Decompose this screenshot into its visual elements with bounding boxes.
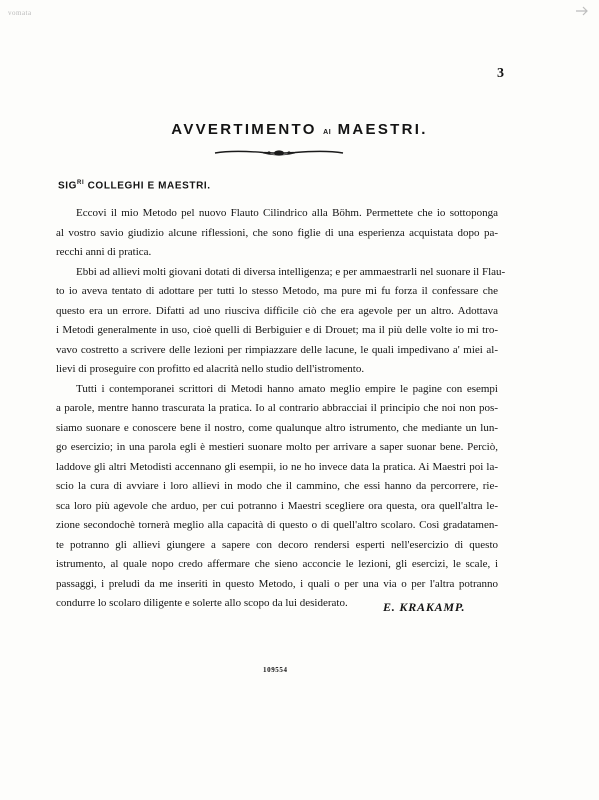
text-line: passaggi, i preludi da me inseriti in questo Metodo, i quali o per una via o per l'altra potranno — [56, 577, 498, 590]
salutation-rest: COLLEGHI E MAESTRI. — [84, 180, 211, 192]
salutation-prefix: SIG — [58, 180, 78, 192]
text-line: condurre lo scolaro diligente e solerte allo scopo da lui desiderato. — [56, 597, 348, 609]
text-line: go esercizio; in una parola egli è mestieri suonare molto per arrivare a saper suonar bene. Perciò, — [56, 441, 498, 453]
page-number: 3 — [497, 66, 504, 81]
text-line: lievi di proseguire con profitto ed alacrità nello studio dell'istromento. — [56, 363, 365, 375]
salutation — [58, 180, 211, 191]
salutation-superscript: RI — [77, 180, 85, 186]
ornament-divider — [213, 148, 345, 158]
text-line: a parole, mentre hanno trascurata la pratica. Io al contrario abbracciai il principio che noi non pos- — [56, 402, 498, 414]
heading-small-word: AI — [323, 129, 332, 136]
text-line: siamo suonare e conoscere bene il nostro, come qualunque altro istrumento, che mediante un lun- — [56, 421, 498, 434]
page-heading — [0, 121, 599, 138]
scan-mark: vomata — [8, 9, 32, 17]
text-line: recchi anni di pratica. — [56, 246, 152, 258]
text-line: scio la cura di avviare i loro allievi in modo che il cammino, che essi hanno da percorrere, rie- — [56, 480, 498, 492]
text-line: questo era un errore. Difatti ad uno riusciva difficile ciò che era agevole per un altro. Adottava — [56, 304, 498, 317]
plate-number: 109554 — [263, 666, 288, 674]
text-line: Eccovi il mio Metodo pel nuovo Flauto Cilindrico alla Böhm. Permettete che io sottoponga — [76, 207, 498, 219]
heading-end: MAESTRI. — [337, 121, 428, 138]
text-line: Tutti i contemporanei scrittori di Metodi hanno amato meglio empire le pagine con esempi — [76, 382, 498, 395]
text-line: vavo costretto a scrivere delle lezioni per rimpiazzare delle lacune, le quali impedivano a' miei al- — [56, 343, 498, 356]
text-line: laddove gli altri Metodisti accennano gli esempii, io ne ho invece data la pratica. Ai Maestri poi la- — [56, 460, 498, 473]
text-line: al vostro savio giudizio alcune riflessioni, che sono figlie di una esperienza acquistata dopo pa- — [56, 226, 498, 239]
text-line: to io aveva tentato di adottare per tutti lo stesso Metodo, ma pure mi fu forza il confessare che — [56, 285, 498, 297]
text-line: istrumento, al quale nopo credo affermare che sieno acconcie le lezioni, gli esercizi, le scale, i — [56, 558, 498, 570]
text-line: Ebbi ad allievi molti giovani dotati di diversa intelligenza; e per ammaestrarli nel suonare il Flau- — [76, 265, 506, 278]
text-line: i Metodi generalmente in uso, cioè quelli di Berbiguier e di Drouet; ma il più delle volte io mi tro- — [56, 324, 498, 336]
arrow-icon — [575, 6, 589, 16]
body-text — [56, 204, 506, 614]
text-line: te potranno gli allievi giungere a sapere con decoro rendersi esperti nell'esercizio di questo — [56, 538, 498, 551]
text-line: sca loro più agevole che arduo, per cui potranno i Maestri scegliere ora questa, ora quell'altra le- — [56, 499, 498, 512]
heading-main: AVVERTIMENTO — [171, 121, 317, 138]
signature: E. KRAKAMP. — [383, 600, 466, 614]
text-line: zione secondochè tornerà meglio alla capacità di questo o di quell'altro scolaro. Così gradatamen- — [56, 519, 498, 531]
